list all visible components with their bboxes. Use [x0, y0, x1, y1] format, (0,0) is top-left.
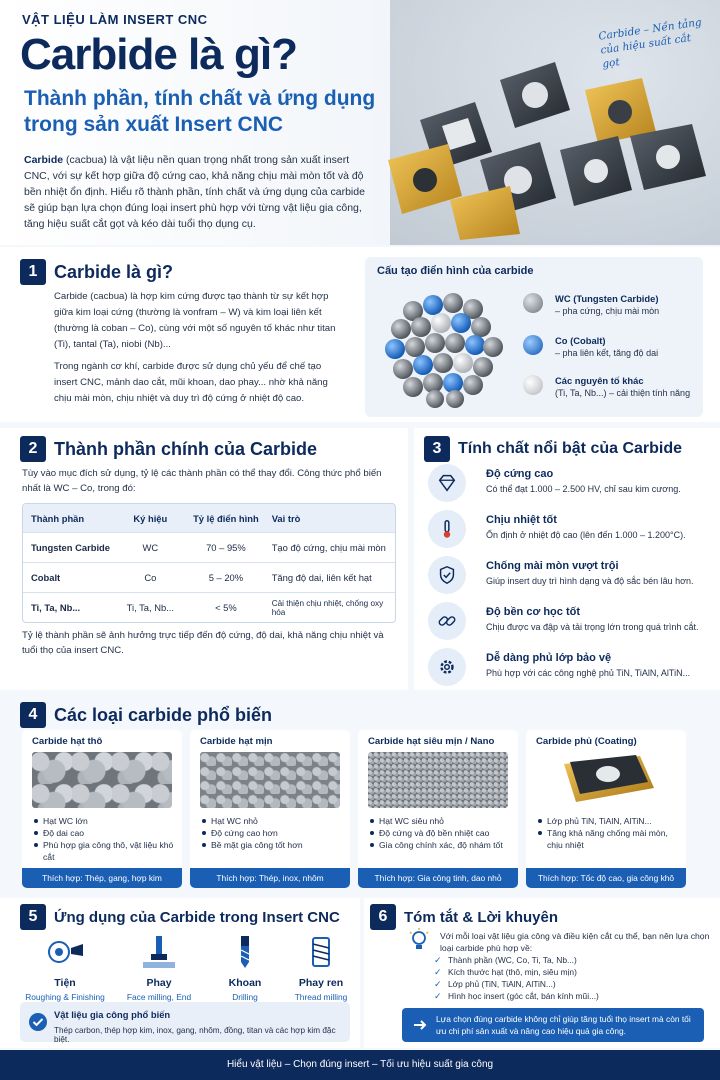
card-points [202, 815, 347, 851]
advice-banner [402, 1008, 704, 1042]
section-carbide-types [0, 696, 720, 894]
table-cell: Co [144, 572, 157, 583]
composition-table [22, 503, 396, 623]
turning-icon [45, 934, 85, 970]
section-what-is-carbide [0, 247, 720, 422]
application-item [204, 934, 286, 1002]
table-cell: Ti, Ta, Nb... [31, 602, 81, 613]
paragraph: Trong ngành cơ khí, carbide được sử dụng chủ yếu để chế tạo insert CNC, mảnh dao cắt, mũi khoan, dao phay... nhờ khả năng chịu mài mòn, chịu nhiệt và duy trì độ cứng ở nhiệt độ cao. [54, 361, 328, 404]
application-title: Phay ren [298, 977, 344, 989]
summary-intro: Với mỗi loại vật liệu gia công và điều kiện cắt cụ thể, bạn nên lựa chọn loại carbide phù hợp về: [440, 931, 710, 953]
property-title: Dễ dàng phủ lớp bảo vệ [486, 652, 612, 664]
hero-intro-rest: (cacbua) là vật liệu nền quan trọng nhất trong sản xuất insert CNC, với sự kết hợp giữa độ cứng cao, khả năng chịu mài mòn tốt và độ bền nhiệt ổn định. Hiểu rõ thành phần, tính chất và ứng dụng của carbide sẽ giúp bạn lựa chọn đúng loại insert phù hợp với từng vật liệu gia công, tăng hiệu suất cắt gọt và kéo dài tuổi thọ dụng cụ. [24, 154, 365, 230]
card-footer: Thích hợp: Thép, gang, hợp kim [22, 868, 182, 888]
card-points [370, 815, 515, 851]
card-footer: Thích hợp: Tốc độ cao, gia công khô [526, 868, 686, 888]
list-item: Hạt WC lớn [34, 815, 179, 827]
list-item: Lớp phủ TiN, TiAlN, AlTiN... [538, 815, 683, 827]
section-number: 2 [20, 436, 46, 462]
section-header [424, 436, 682, 462]
section-title: Các loại carbide phổ biến [54, 704, 273, 725]
grey-sphere-icon [523, 293, 543, 313]
table-row [23, 562, 395, 592]
eyebrow: VẬT LIỆU LÀM INSERT CNC [22, 12, 208, 27]
coarse-grain-micrograph [32, 752, 172, 808]
section-summary [364, 898, 720, 1048]
section-number: 5 [20, 904, 46, 930]
section-applications [0, 898, 360, 1048]
hero-intro-bold: Carbide [24, 154, 64, 166]
section-title: Tính chất nổi bật của Carbide [458, 440, 683, 457]
note-desc: Thép carbon, thép hợp kim, inox, gang, nhôm, đồng, titan và các hợp kim đặc biệt. [54, 1026, 336, 1044]
list-item: Độ cứng cao hơn [202, 827, 347, 839]
thread-icon [301, 934, 341, 970]
table-row [23, 532, 395, 562]
table-cell: WC [142, 542, 159, 553]
legend-desc: (Ti, Ta, Nb...) – cải thiện tính năng [555, 388, 691, 398]
summary-list [434, 954, 599, 1002]
legend-desc: – pha liên kết, tăng độ dai [555, 348, 659, 358]
section-title: Ứng dụng của Carbide trong Insert CNC [54, 908, 340, 926]
property-item [428, 510, 718, 556]
card-points [538, 815, 683, 851]
table-row [23, 592, 395, 622]
card-title: Carbide phủ (Coating) [536, 736, 637, 747]
table-header: Ký hiệu [133, 512, 168, 524]
legend-name: Co (Cobalt) [555, 335, 606, 346]
shield-icon [428, 556, 466, 594]
section-header [20, 436, 317, 462]
property-desc: Giúp insert duy trì hình dạng và độ sắc bén lâu hơn. [486, 576, 694, 586]
thermometer-icon [428, 510, 466, 548]
property-item [428, 648, 718, 694]
paragraph: Carbide (cacbua) là hợp kim cứng được tạo thành từ sự kết hợp giữa kim loại cứng (thường là vonfram – W) và kim loại liên kết (thường là coban – Co), cùng với một số nguyên tố khác như titan (Ti), tantal (Ta), niobi (Nb)... [54, 291, 336, 350]
table-header: Thành phần [31, 512, 85, 524]
property-desc: Chịu được va đập và tải trọng lớn trong quá trình cắt. [486, 622, 699, 632]
card-title: Carbide hạt thô [32, 736, 103, 747]
table-cell: 5 – 20% [208, 572, 244, 583]
section-title: Carbide là gì? [54, 261, 174, 282]
note-title: Vật liệu gia công phổ biến [54, 1009, 171, 1020]
list-item: Tăng khả năng chống mài mòn, chịu nhiệt [538, 827, 683, 851]
carbide-type-card [22, 730, 182, 888]
legend-name: WC (Tungsten Carbide) [555, 293, 659, 304]
structure-box [365, 257, 703, 417]
table-cell: Cobalt [31, 572, 61, 583]
section-number: 3 [424, 436, 450, 462]
card-footer: Thích hợp: Thép, inox, nhôm [190, 868, 350, 888]
section-header [370, 904, 558, 930]
application-desc: Face milling, End [126, 992, 192, 1002]
application-item [24, 934, 106, 1002]
coated-insert-illustration [536, 752, 676, 808]
handwritten-note: Carbide – Nền tảng của hiệu suất cắt gọt [597, 16, 703, 71]
property-title: Chịu nhiệt tốt [486, 514, 557, 526]
property-title: Độ cứng cao [486, 468, 554, 480]
application-title: Tiện [54, 977, 76, 989]
paragraph: Tỷ lệ thành phần sẽ ảnh hưởng trực tiếp đến độ cứng, độ dai, khả năng chịu nhiệt và tuổi thọ của insert CNC. [22, 630, 384, 656]
application-desc: Thread milling [294, 992, 348, 1002]
property-desc: Phù hợp với các công nghệ phủ TiN, TiAlN, AlTiN... [486, 668, 691, 678]
advice-text: Lựa chọn đúng carbide không chỉ giúp tăng tuổi thọ insert mà còn tối ưu chi phí sản xuất và nâng cao hiệu quả gia công. [436, 1014, 691, 1036]
section-composition [0, 428, 408, 690]
carbide-type-card [526, 730, 686, 888]
property-desc: Có thể đạt 1.000 – 2.500 HV, chỉ sau kim cương. [486, 484, 681, 494]
materials-note [20, 1002, 350, 1042]
application-title: Phay [146, 977, 172, 989]
card-footer: Thích hợp: Gia công tinh, dao nhỏ [358, 868, 518, 888]
property-title: Chống mài mòn vượt trội [486, 560, 619, 572]
card-title: Carbide hạt mịn [200, 736, 273, 747]
lightbulb-icon [408, 928, 430, 952]
table-cell: Tạo độ cứng, chịu mài mòn [271, 542, 386, 553]
list-item: Bề mặt gia công tốt hơn [202, 839, 347, 851]
section-properties [414, 428, 720, 690]
property-item [428, 602, 718, 648]
table-cell: 70 – 95% [206, 542, 246, 553]
section-header [20, 702, 272, 728]
section-header [20, 259, 173, 285]
legend-desc: – pha cứng, chịu mài mòn [555, 306, 660, 316]
list-item: Hạt WC siêu nhỏ [370, 815, 515, 827]
arrow-right-icon [412, 1017, 428, 1033]
section-number: 6 [370, 904, 396, 930]
milling-icon [139, 934, 179, 970]
list-item: Hạt WC nhỏ [202, 815, 347, 827]
link-icon [428, 602, 466, 640]
table-cell: Tăng độ dai, liên kết hạt [271, 572, 372, 583]
table-cell: < 5% [215, 602, 237, 613]
white-sphere-icon [523, 375, 543, 395]
list-item: ✓ Hình học insert (góc cắt, bán kính mũi...) [434, 990, 599, 1002]
paragraph: Tùy vào mục đích sử dụng, tỷ lệ các thành phần có thể thay đổi. Công thức phổ biến nhất là WC – Co, trong đó: [22, 468, 382, 494]
legend-name: Các nguyên tố khác [555, 375, 644, 386]
fine-grain-micrograph [200, 752, 340, 808]
list-item: Phù hợp gia công thô, vật liệu khó cắt [34, 839, 179, 863]
gear-icon [428, 648, 466, 686]
property-desc: Ổn định ở nhiệt độ cao (lên đến 1.000 – 1.200°C). [486, 530, 686, 540]
particle-cluster-illustration [373, 281, 513, 411]
table-header: Tỷ lệ điển hình [193, 512, 259, 524]
card-points [34, 815, 179, 863]
table-header: Vai trò [271, 512, 301, 524]
section-number: 1 [20, 259, 46, 285]
list-item: ✓ Lớp phủ (TiN, TiAlN, AlTiN...) [434, 978, 599, 990]
diamond-icon [428, 464, 466, 502]
list-item: Độ cứng và độ bền nhiệt cao [370, 827, 515, 839]
footer-tagline: Hiểu vật liệu – Chọn đúng insert – Tối ưu hiệu suất gia công [0, 1050, 720, 1080]
carbide-inserts-illustration [380, 40, 720, 240]
section-header [20, 904, 340, 930]
application-title: Khoan [228, 977, 262, 989]
section-number: 4 [20, 702, 46, 728]
property-item [428, 556, 718, 602]
table-cell: Ti, Ta, Nb... [126, 602, 175, 613]
application-item [280, 934, 362, 1002]
section-title: Thành phần chính của Carbide [54, 438, 318, 459]
page-subtitle: Thành phần, tính chất và ứng dụng trong sản xuất Insert CNC [24, 87, 376, 136]
hero-intro [24, 152, 374, 232]
list-item: ✓ Kích thước hạt (thô, mịn, siêu mịn) [434, 966, 599, 978]
structure-box-title: Cấu tạo điển hình của carbide [377, 265, 534, 277]
carbide-type-card [358, 730, 518, 888]
nano-grain-micrograph [368, 752, 508, 808]
carbide-type-card [190, 730, 350, 888]
application-desc: Roughing & Finishing [25, 992, 105, 1002]
table-header-row [23, 504, 395, 532]
section-title: Tóm tắt & Lời khuyên [404, 908, 559, 926]
card-title: Carbide hạt siêu mịn / Nano [368, 736, 495, 747]
list-item: ✓ Thành phần (WC, Co, Ti, Ta, Nb...) [434, 954, 599, 966]
property-title: Độ bền cơ học tốt [486, 606, 580, 618]
hero [0, 0, 720, 245]
property-item [428, 464, 718, 510]
application-desc: Drilling [232, 992, 258, 1002]
blue-sphere-icon [523, 335, 543, 355]
list-item: Độ dai cao [34, 827, 179, 839]
list-item: Gia công chính xác, độ nhám tốt [370, 839, 515, 851]
drill-icon [225, 934, 265, 970]
table-cell: Tungsten Carbide [31, 542, 110, 553]
check-circle-icon [28, 1012, 48, 1032]
application-item [118, 934, 200, 1012]
table-cell: Cải thiện chịu nhiệt, chống oxy hóa [271, 598, 384, 617]
page-title: Carbide là gì? [20, 30, 297, 79]
